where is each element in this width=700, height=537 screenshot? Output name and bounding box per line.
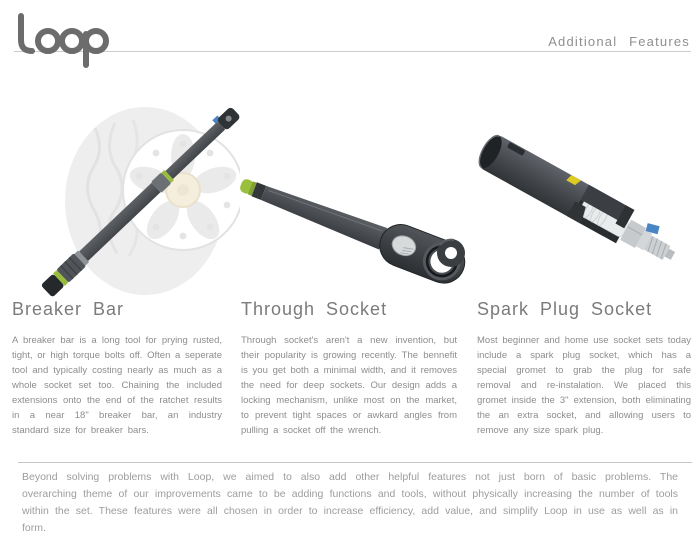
footer-summary: Beyond solving problems with Loop, we aimed to also add other helpful features not just born of basic problems. The overarching theme of our improvements came to be adding functions and tools, without physically increasing the number of tools within the set. These features were all chosen in order to increase efficiency, add value, and simplify Loop in use as well as in form. (22, 471, 678, 534)
feature-heading: Spark Plug Socket (477, 299, 653, 319)
logo-letter-o2 (62, 31, 82, 51)
spark-plug-socket-image (435, 85, 700, 300)
feature-column-spark-plug-socket (477, 299, 691, 438)
feature-heading: Breaker Bar (12, 299, 125, 319)
logo-letter-l (21, 16, 32, 51)
feature-description: A breaker bar is a long tool for prying rusted, tight, or high torque bolts off. Often a seperate tool and typically costing nearly as much as a whole socket set too. Chaining the included extensions onto the end of the ratchet results in a near 18" breaker bar, an industry standard size for breaker bars. (12, 335, 222, 436)
spark-plug (576, 195, 678, 266)
spark-plug-socket-tool (474, 131, 683, 270)
logo-letter-o (38, 31, 58, 51)
grommet-ring (437, 239, 465, 267)
footer-divider (18, 462, 692, 463)
feature-description: Most beginner and home use socket sets today include a spark plug socket, which has a special gromet to grab the plug for safe removal and re-instalation. We placed this gromet inside the 3" extension, both eliminating the an extra socket, and allowing users to remove any size spark plug. (477, 335, 691, 436)
brand-logo (14, 10, 118, 68)
feature-heading: Through Socket (241, 299, 388, 319)
breaker-bar-image (0, 68, 240, 305)
feature-column-breaker-bar (12, 299, 222, 438)
page-title: Additional Features (548, 34, 690, 49)
feature-column-through-socket (241, 299, 457, 438)
feature-description: Through socket's aren't a new invention, but their popularity is growing recently. The bennefit is you get both a minimal width, and it removes the need for deep sockets. Our design adds a locking mechanism, unlike most on the market, to prevent tight spaces or awkard angles from pulling a socket off the wrench. (241, 335, 457, 436)
